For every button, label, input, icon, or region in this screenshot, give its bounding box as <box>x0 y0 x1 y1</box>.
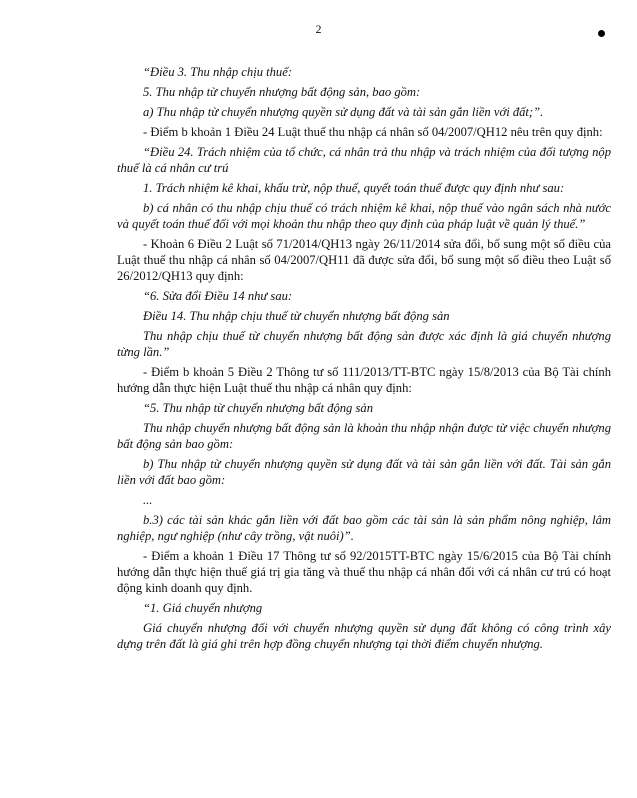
page-number: 2 <box>315 22 322 36</box>
paragraph: - Điểm a khoản 1 Điều 17 Thông tư số 92/2015TT-BTC ngày 15/6/2015 của Bộ Tài chính hướng dẫn thực hiện thuế giá trị gia tăng và thuế thu nhập cá nhân đối với cá nhân cư trú có hoạt động kinh doanh quy định. <box>117 549 611 595</box>
paragraph: Giá chuyển nhượng đối với chuyển nhượng quyền sử dụng đất không có công trình xây dựng trên đất là giá ghi trên hợp đồng chuyển nhượng tại thời điểm chuyển nhượng. <box>117 621 611 651</box>
paragraph: “1. Giá chuyển nhượng <box>143 601 263 615</box>
paragraph: “6. Sửa đổi Điều 14 như sau: <box>143 289 293 303</box>
paragraph: “Điều 3. Thu nhập chịu thuế: <box>143 65 293 79</box>
paragraph: 5. Thu nhập từ chuyển nhượng bất động sản, bao gồm: <box>143 85 421 99</box>
document-body <box>117 64 611 652</box>
paragraph: “5. Thu nhập từ chuyển nhượng bất động sản <box>143 401 374 415</box>
paragraph: - Khoản 6 Điều 2 Luật số 71/2014/QH13 ngày 26/11/2014 sửa đổi, bổ sung một số điều của Luật thuế thu nhập cá nhân số 04/2007/QH11 đã được sửa đổi, bổ sung một số điều theo Luật số 26/2012/QH13 quy định: <box>117 237 611 283</box>
paragraph: a) Thu nhập từ chuyển nhượng quyền sử dụng đất và tài sản gắn liền với đất;”. <box>143 105 544 119</box>
paragraph: Thu nhập chuyển nhượng bất động sản là khoản thu nhập nhận được từ việc chuyển nhượng bất động sản bao gồm: <box>117 421 611 451</box>
paragraph: Thu nhập chịu thuế từ chuyển nhượng bất động sản được xác định là giá chuyển nhượng từng lần.” <box>117 329 611 359</box>
paragraph: 1. Trách nhiệm kê khai, khấu trừ, nộp thuế, quyết toán thuế được quy định như sau: <box>143 181 565 195</box>
paragraph: ... <box>143 493 153 507</box>
paragraph: b) cá nhân có thu nhập chịu thuế có trách nhiệm kê khai, nộp thuế vào ngân sách nhà nước và quyết toán thuế đối với mọi khoản thu nhập theo quy định của pháp luật về quản lý thuế.” <box>117 201 611 231</box>
paragraph: - Điểm b khoản 1 Điều 24 Luật thuế thu nhập cá nhân số 04/2007/QH12 nêu trên quy định: <box>143 125 603 139</box>
paragraph: b.3) các tài sản khác gắn liền với đất bao gồm các tài sản là sản phẩm nông nghiệp, lâm nghiệp, ngư nghiệp (như cây trồng, vật nuôi)”. <box>117 513 611 543</box>
paragraph: b) Thu nhập từ chuyển nhượng quyền sử dụng đất và tài sản gắn liền với đất. Tài sản gắn liền với đất bao gồm: <box>117 457 611 487</box>
paragraph: “Điều 24. Trách nhiệm của tổ chức, cá nhân trả thu nhập và trách nhiệm của đối tượng nộp thuế là cá nhân cư trú <box>117 145 611 175</box>
paragraph: Điều 14. Thu nhập chịu thuế từ chuyển nhượng bất động sản <box>143 309 450 323</box>
ink-dot <box>598 30 605 37</box>
paragraph: - Điểm b khoản 5 Điều 2 Thông tư số 111/2013/TT-BTC ngày 15/8/2013 của Bộ Tài chính hướng dẫn thực hiện Luật thuế thu nhập cá nhân quy định: <box>117 365 611 395</box>
